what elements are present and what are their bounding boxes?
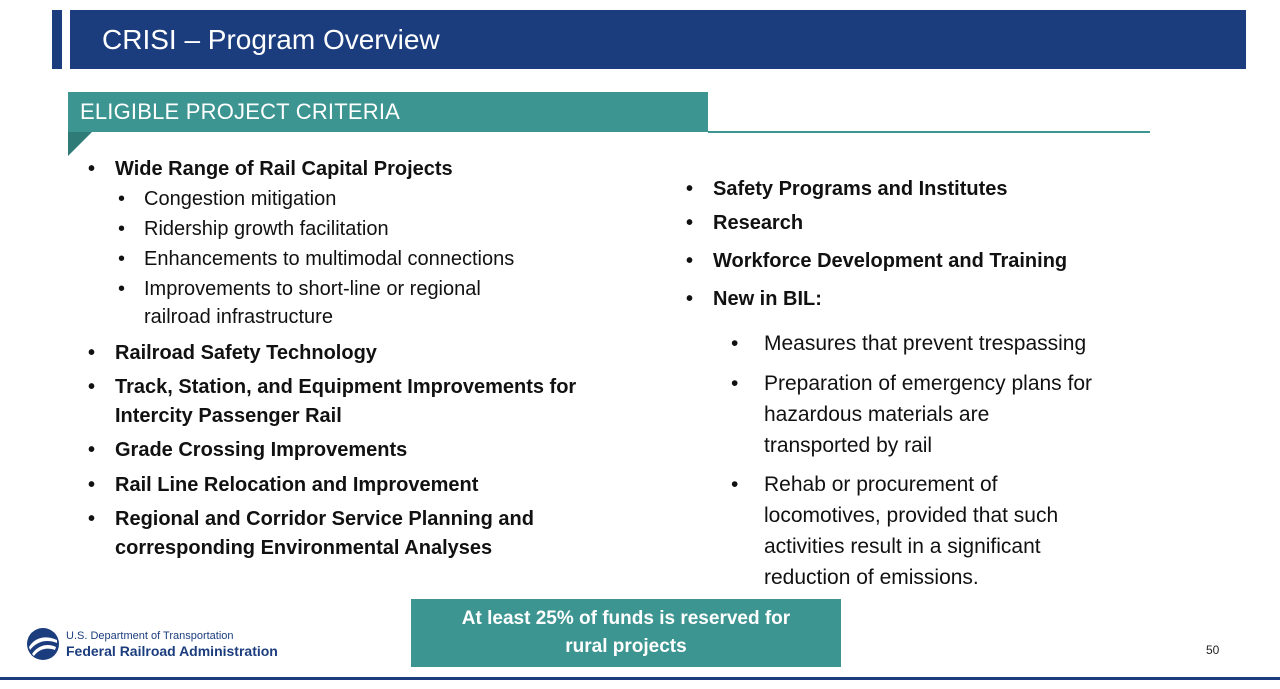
list-item-text: Rehab or procurement of [764, 473, 998, 496]
list-item-text: Workforce Development and Training [713, 250, 1068, 272]
slide-title: CRISI – Program Overview [102, 24, 440, 55]
sub-list-item-continuation [686, 430, 1156, 461]
list-item-text: Regional and Corridor Service Planning and [115, 508, 534, 530]
footer-divider [0, 677, 1280, 680]
list-item-text: Improvements to short-line or regional [144, 278, 481, 300]
bullet-icon: • [731, 372, 739, 395]
sub-list-item [88, 244, 648, 274]
list-item-text: Intercity Passenger Rail [115, 405, 342, 427]
right-criteria-list [686, 174, 1156, 593]
bullet-icon: • [88, 439, 96, 461]
callout-line: At least 25% of funds is reserved for [461, 608, 791, 629]
dot-logo-icon [26, 627, 60, 661]
list-item [88, 372, 648, 402]
title-bar [70, 10, 1246, 69]
section-flag-decoration [68, 132, 92, 156]
sub-list-item [88, 274, 648, 304]
sub-list-item-continuation [686, 562, 1156, 593]
sub-list-item [686, 368, 1156, 399]
section-divider [708, 131, 1150, 133]
list-item-continuation [88, 402, 648, 430]
list-item-text: activities result in a significant [764, 535, 1041, 558]
sub-list-item [686, 469, 1156, 500]
list-item-text: transported by rail [764, 434, 933, 457]
list-item-text: locomotives, provided that such [764, 504, 1059, 527]
sub-list-item [88, 214, 648, 244]
bullet-icon: • [686, 288, 694, 310]
list-item [88, 504, 648, 534]
section-header [68, 92, 708, 132]
bullet-icon: • [88, 508, 96, 530]
page-number: 50 [1206, 643, 1220, 657]
list-item-text: Congestion mitigation [144, 188, 337, 210]
sub-list-item-continuation [88, 304, 648, 331]
list-item [686, 174, 1156, 204]
sub-list-item [88, 184, 648, 214]
bullet-icon: • [118, 278, 126, 300]
list-item-text: railroad infrastructure [144, 306, 333, 328]
list-item-text: New in BIL: [713, 288, 822, 310]
list-item-text: Ridership growth facilitation [144, 218, 389, 240]
list-item [88, 468, 648, 502]
list-item-text: Measures that prevent trespassing [764, 332, 1087, 355]
list-item [686, 204, 1156, 242]
bullet-icon: • [88, 474, 96, 496]
list-item-text: corresponding Environmental Analyses [115, 537, 493, 559]
bullet-icon: • [686, 178, 694, 200]
bullet-icon: • [118, 218, 126, 240]
sub-list-item-continuation [686, 500, 1156, 531]
list-item [88, 432, 648, 468]
list-item-text: reduction of emissions. [764, 566, 979, 589]
bullet-icon: • [118, 248, 126, 270]
list-item-text: hazardous materials are [764, 403, 990, 426]
callout-line: rural projects [565, 636, 687, 657]
list-item [88, 336, 648, 370]
list-item-text: Enhancements to multimodal connections [144, 248, 515, 270]
sub-list-item [686, 328, 1156, 359]
sub-list-item-continuation [686, 399, 1156, 430]
bullet-icon: • [731, 473, 739, 496]
section-title: ELIGIBLE PROJECT CRITERIA [80, 99, 401, 124]
bullet-icon: • [731, 332, 739, 355]
list-item-text: Grade Crossing Improvements [115, 439, 408, 461]
list-item-continuation [88, 534, 648, 562]
bullet-icon: • [88, 376, 96, 398]
left-criteria-list [88, 154, 648, 562]
sub-list-item-continuation [686, 531, 1156, 562]
list-item [686, 280, 1156, 318]
list-item-text: Track, Station, and Equipment Improvements for [115, 376, 577, 398]
list-item [686, 242, 1156, 280]
list-item-text: Wide Range of Rail Capital Projects [115, 158, 453, 180]
list-item-text: Rail Line Relocation and Improvement [115, 474, 479, 496]
title-accent-bar [52, 10, 62, 69]
list-item-text: Preparation of emergency plans for [764, 372, 1093, 395]
bullet-icon: • [118, 188, 126, 210]
list-item-text: Research [713, 212, 804, 234]
list-item [88, 154, 648, 184]
department-name: U.S. Department of Transportation [66, 630, 234, 642]
bullet-icon: • [686, 212, 694, 234]
list-item-text: Safety Programs and Institutes [713, 178, 1008, 200]
list-item-text: Railroad Safety Technology [115, 342, 377, 364]
bullet-icon: • [686, 250, 694, 272]
bullet-icon: • [88, 342, 96, 364]
bullet-icon: • [88, 158, 96, 180]
agency-name: Federal Railroad Administration [66, 643, 278, 659]
rural-funding-callout [411, 599, 841, 667]
